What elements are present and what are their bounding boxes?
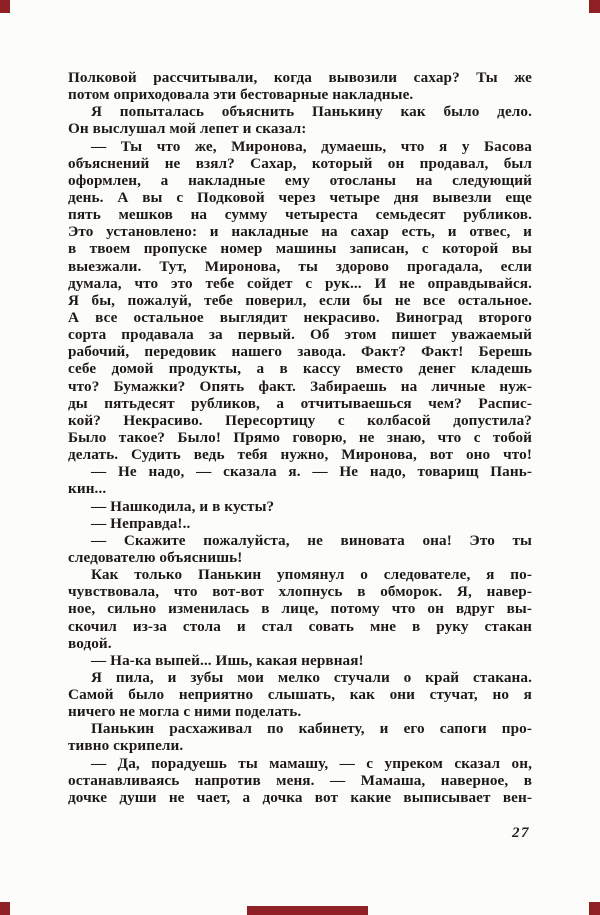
text-line: кин... xyxy=(68,480,107,498)
scan-edge-mark-top-right xyxy=(589,0,600,13)
text-line: в твоем пропуске номер машины записан, с которой вы xyxy=(68,240,532,258)
text-line: ное, сильно изменилась в лице, потому что он вдруг вы- xyxy=(68,600,532,618)
text-line: рабочий, передовик нашего завода. Факт? Факт! Берешь xyxy=(68,343,532,361)
text-line: день. А вы с Подковой через четыре дня вывезли еще xyxy=(68,188,532,206)
text-line: — Скажите пожалуйста, не виновата она! Это ты xyxy=(91,531,532,549)
text-line: Полковой рассчитывали, когда вывозили сахар? Ты же xyxy=(68,69,532,86)
text-line: делать. Судить ведь тебя нужно, Миронова, вот оно что! xyxy=(68,446,532,464)
text-line: — Нашкодила, и в кусты? xyxy=(91,497,275,515)
text-line: — Не надо, — сказала я. — Не надо, товарищ Пань- xyxy=(91,463,532,481)
text-line: объяснений не взял? Сахар, который он продавал, был xyxy=(68,154,532,172)
text-line: тивно скрипели. xyxy=(68,737,184,755)
text-line: — Да, порадуешь ты мамашу, — с упреком сказал он, xyxy=(91,754,532,772)
text-line: чувствовала, что вот-вот хлопнусь в обморок. Я, навер- xyxy=(68,583,532,601)
text-line: Как только Панькин упомянул о следователе, я по- xyxy=(91,566,532,584)
text-line: сорта продавала за первый. Об этом пишет уважаемый xyxy=(68,326,532,344)
text-line: потом оприходовала эти бестоварные накладные. xyxy=(68,86,414,104)
text-line: что? Бумажки? Опять факт. Забираешь на личные нуж- xyxy=(68,377,532,395)
scan-edge-mark-top-left xyxy=(0,0,10,13)
text-line: А все остальное выглядит некрасиво. Виноград второго xyxy=(68,308,532,326)
text-line: Это установлено: и накладные на сахар есть, и отвес, и xyxy=(68,223,532,241)
text-block xyxy=(68,69,532,806)
text-line: Я пила, и зубы мои мелко стучали о край стакана. xyxy=(91,668,532,686)
text-line: Я бы, пожалуй, тебе поверил, если бы не все остальное. xyxy=(68,291,532,309)
text-line: думала, что это тебе сойдет с рук... И не оправдывайся. xyxy=(68,274,532,292)
text-line: ды пятьдесят рубликов, а отчитываешься чем? Распис- xyxy=(68,394,532,412)
text-line: — На-ка выпей... Ишь, какая нервная! xyxy=(91,651,364,669)
text-line: Я попыталась объяснить Панькину как было дело. xyxy=(91,103,532,121)
text-line: пять мешков на сумму четыреста семьдесят рубликов. xyxy=(68,206,532,224)
text-line: водой. xyxy=(68,634,112,652)
text-line: скочил из-за стола и стал совать мне в руку стакан xyxy=(68,617,532,635)
text-line: Панькин расхаживал по кабинету, и его сапоги про- xyxy=(91,720,532,738)
text-line: кой? Некрасиво. Пересортицу с колбасой допустила? xyxy=(68,411,532,429)
text-line: Самой было неприятно слышать, как они стучат, но я xyxy=(68,686,532,704)
text-line: — Ты что же, Миронова, думаешь, что я у Басова xyxy=(91,137,532,155)
text-line: Он выслушал мой лепет и сказал: xyxy=(68,120,307,138)
text-line: Было такое? Было! Прямо говорю, не знаю, что с тобой xyxy=(68,428,532,446)
scan-edge-mark-bottom-center xyxy=(247,906,368,915)
text-line: следователю объяснишь! xyxy=(68,548,243,566)
scan-edge-mark-bottom-left xyxy=(0,902,10,915)
text-line: дочке души не чает, а дочка вот какие выписывает вен- xyxy=(68,788,532,806)
page-number: 27 xyxy=(512,825,530,841)
scan-edge-mark-bottom-right xyxy=(589,902,600,915)
text-line: выезжали. Тут, Миронова, ты здорово прогадала, если xyxy=(68,257,532,275)
text-line: оформлен, а накладные ему отосланы на следующий xyxy=(68,171,532,189)
text-line: себе домой продукты, а в кассу вместо денег кладешь xyxy=(68,360,532,378)
text-line: ничего не могла с ними поделать. xyxy=(68,703,302,721)
text-line: — Неправда!.. xyxy=(91,514,191,532)
text-line: останавливаясь напротив меня. — Мамаша, наверное, в xyxy=(68,771,532,789)
